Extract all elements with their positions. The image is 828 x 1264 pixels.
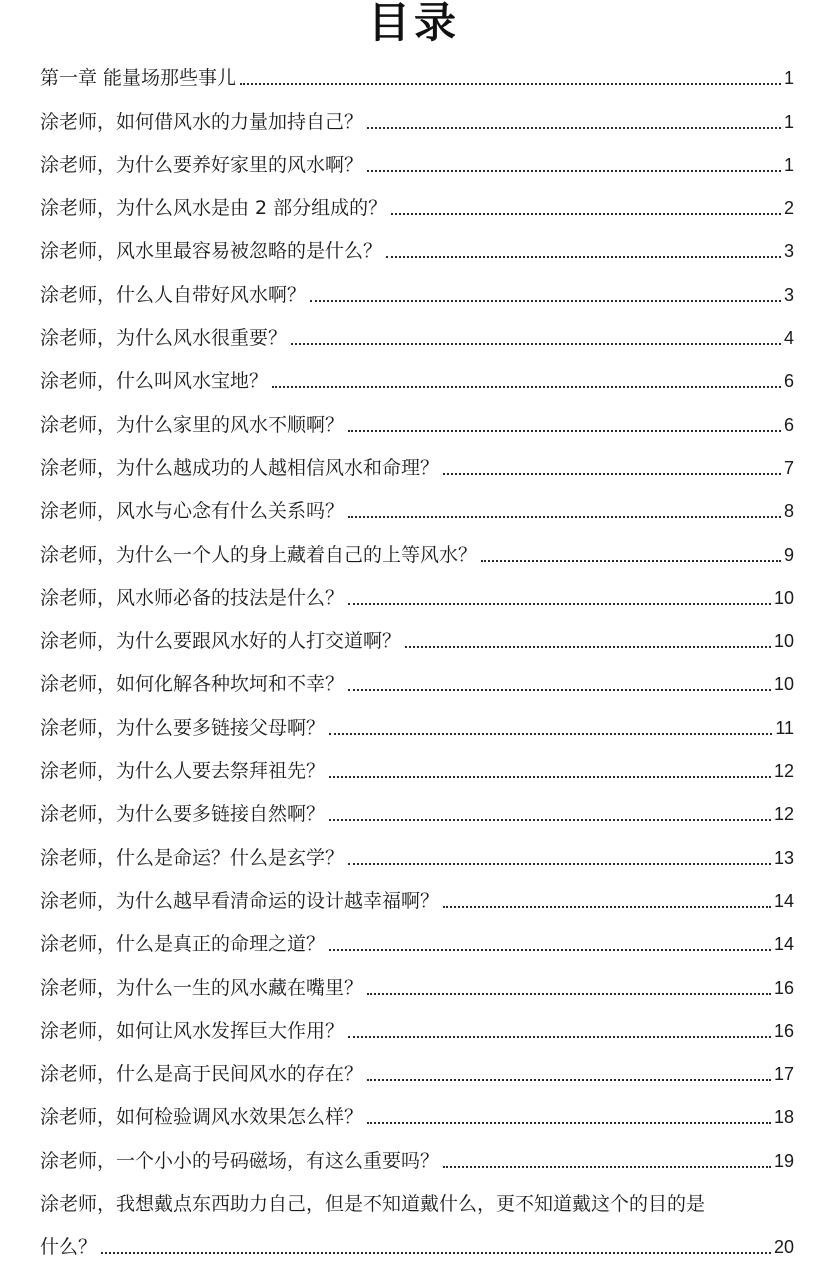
toc-entry-title: 涂老师，什么叫风水宝地？ xyxy=(40,370,269,393)
toc-page-number: 18 xyxy=(773,1107,794,1128)
toc-entry-title-line2: 什么？ xyxy=(40,1236,98,1259)
dot-leader xyxy=(240,83,781,85)
page-title: 目录 xyxy=(367,0,460,47)
toc-entry-title: 涂老师，为什么要跟风水好的人打交道啊？ xyxy=(40,630,402,653)
dot-leader xyxy=(367,993,771,995)
dot-leader xyxy=(443,473,781,475)
toc-page-number: 9 xyxy=(783,544,794,565)
toc-page-number: 10 xyxy=(773,587,794,608)
toc-entry-title: 涂老师，风水与心念有什么关系吗？ xyxy=(40,500,345,523)
toc-entry-title: 涂老师，什么是命运？什么是玄学？ xyxy=(40,846,345,869)
toc-entry-title: 涂老师，风水里最容易被忽略的是什么？ xyxy=(40,240,383,263)
toc-entry[interactable] xyxy=(40,831,794,874)
toc-entry-title: 涂老师，为什么风水是由 2 部分组成的？ xyxy=(40,197,388,220)
toc-page-number: 17 xyxy=(773,1064,794,1085)
dot-leader xyxy=(348,430,781,432)
dot-leader xyxy=(386,256,781,258)
toc-entry[interactable] xyxy=(40,52,794,95)
toc-page-number: 1 xyxy=(783,68,794,89)
dot-leader xyxy=(367,170,781,172)
toc-entry-title: 涂老师，为什么要多链接父母啊？ xyxy=(40,716,326,739)
toc-page-number: 16 xyxy=(773,977,794,998)
toc-entry-title: 涂老师，为什么人要去祭拜祖先？ xyxy=(40,760,326,783)
dot-leader xyxy=(329,949,771,951)
toc-page-number: 3 xyxy=(783,284,794,305)
toc-entry[interactable] xyxy=(40,398,794,441)
toc-entry[interactable] xyxy=(40,485,794,528)
dot-leader xyxy=(101,1252,771,1254)
toc-entry[interactable] xyxy=(40,1134,794,1177)
toc-entry[interactable] xyxy=(40,442,794,485)
toc-page-number: 4 xyxy=(783,328,794,349)
dot-leader xyxy=(348,603,771,605)
toc-entry-title: 涂老师，一个小小的号码磁场，有这么重要吗？ xyxy=(40,1149,440,1172)
toc-entry[interactable] xyxy=(40,268,794,311)
toc-entry[interactable] xyxy=(40,658,794,701)
toc-page-number: 3 xyxy=(783,241,794,262)
dot-leader xyxy=(443,906,771,908)
toc-page-number: 20 xyxy=(773,1237,794,1258)
dot-leader xyxy=(329,776,771,778)
dot-leader xyxy=(367,1122,771,1124)
dot-leader xyxy=(329,819,771,821)
toc-list xyxy=(40,52,794,1264)
toc-entry[interactable] xyxy=(40,1005,794,1048)
dot-leader xyxy=(367,1079,771,1081)
toc-entry[interactable] xyxy=(40,875,794,918)
toc-entry-title: 第一章 能量场那些事儿 xyxy=(40,67,237,90)
toc-entry-title: 涂老师，为什么家里的风水不顺啊？ xyxy=(40,413,345,436)
dot-leader xyxy=(391,213,781,215)
dot-leader xyxy=(272,386,781,388)
toc-page-number: 2 xyxy=(783,198,794,219)
toc-entry[interactable] xyxy=(40,355,794,398)
dot-leader xyxy=(367,127,781,129)
dot-leader xyxy=(348,863,771,865)
toc-entry-last[interactable] xyxy=(40,1178,794,1264)
toc-entry-title: 涂老师，为什么要养好家里的风水啊？ xyxy=(40,153,364,176)
toc-entry-title: 涂老师，为什么风水很重要？ xyxy=(40,327,288,350)
toc-page-number: 13 xyxy=(773,847,794,868)
toc-page-number: 1 xyxy=(783,111,794,132)
toc-page-number: 10 xyxy=(773,674,794,695)
toc-entry-title: 涂老师，为什么越早看清命运的设计越幸福啊？ xyxy=(40,889,440,912)
toc-page-number: 14 xyxy=(773,890,794,911)
toc-entry[interactable] xyxy=(40,225,794,268)
toc-entry-title: 涂老师，如何检验调风水效果怎么样？ xyxy=(40,1106,364,1129)
toc-entry[interactable] xyxy=(40,788,794,831)
toc-page-number: 6 xyxy=(783,414,794,435)
toc-entry[interactable] xyxy=(40,139,794,182)
toc-entry-line2 xyxy=(40,1221,794,1264)
toc-entry-title: 涂老师，什么人自带好风水啊？ xyxy=(40,283,307,306)
dot-leader xyxy=(348,689,771,691)
dot-leader xyxy=(348,1036,771,1038)
toc-page-number: 1 xyxy=(783,154,794,175)
toc-page-number: 8 xyxy=(783,501,794,522)
dot-leader xyxy=(481,560,781,562)
toc-entry[interactable] xyxy=(40,312,794,355)
dot-leader xyxy=(348,516,781,518)
toc-entry[interactable] xyxy=(40,961,794,1004)
toc-entry-title: 涂老师，为什么越成功的人越相信风水和命理？ xyxy=(40,456,440,479)
toc-entry-title: 涂老师，为什么一生的风水藏在嘴里？ xyxy=(40,976,364,999)
toc-entry[interactable] xyxy=(40,1091,794,1134)
toc-page-number: 16 xyxy=(773,1020,794,1041)
toc-entry[interactable] xyxy=(40,182,794,225)
toc-entry-title: 涂老师，风水师必备的技法是什么？ xyxy=(40,586,345,609)
toc-entry[interactable] xyxy=(40,918,794,961)
toc-entry[interactable] xyxy=(40,615,794,658)
toc-entry-title: 涂老师，为什么一个人的身上藏着自己的上等风水？ xyxy=(40,543,478,566)
toc-entry-title-line1: 涂老师，我想戴点东西助力自己，但是不知道戴什么，更不知道戴这个的目的是 xyxy=(40,1193,706,1216)
toc-page-number: 10 xyxy=(773,631,794,652)
toc-entry-title: 涂老师，为什么要多链接自然啊？ xyxy=(40,803,326,826)
toc-entry[interactable] xyxy=(40,572,794,615)
toc-entry[interactable] xyxy=(40,95,794,138)
toc-page-number: 14 xyxy=(773,934,794,955)
toc-page-number: 19 xyxy=(773,1150,794,1171)
dot-leader xyxy=(443,1166,771,1168)
dot-leader xyxy=(291,343,781,345)
toc-entry-title: 涂老师，什么是真正的命理之道？ xyxy=(40,933,326,956)
toc-page-number: 11 xyxy=(775,717,794,738)
toc-entry-title: 涂老师，什么是高于民间风水的存在？ xyxy=(40,1063,364,1086)
toc-page-number: 12 xyxy=(773,761,794,782)
toc-entry[interactable] xyxy=(40,1048,794,1091)
dot-leader xyxy=(329,733,772,735)
dot-leader xyxy=(310,300,781,302)
toc-entry-title: 涂老师，如何化解各种坎坷和不幸？ xyxy=(40,673,345,696)
toc-entry-title: 涂老师，如何借风水的力量加持自己？ xyxy=(40,110,364,133)
dot-leader xyxy=(405,646,771,648)
toc-entry[interactable] xyxy=(40,701,794,744)
toc-entry[interactable] xyxy=(40,528,794,571)
toc-page-number: 7 xyxy=(783,457,794,478)
toc-entry[interactable] xyxy=(40,745,794,788)
toc-page-number: 12 xyxy=(773,804,794,825)
toc-entry-title: 涂老师，如何让风水发挥巨大作用？ xyxy=(40,1019,345,1042)
toc-page-number: 6 xyxy=(783,371,794,392)
